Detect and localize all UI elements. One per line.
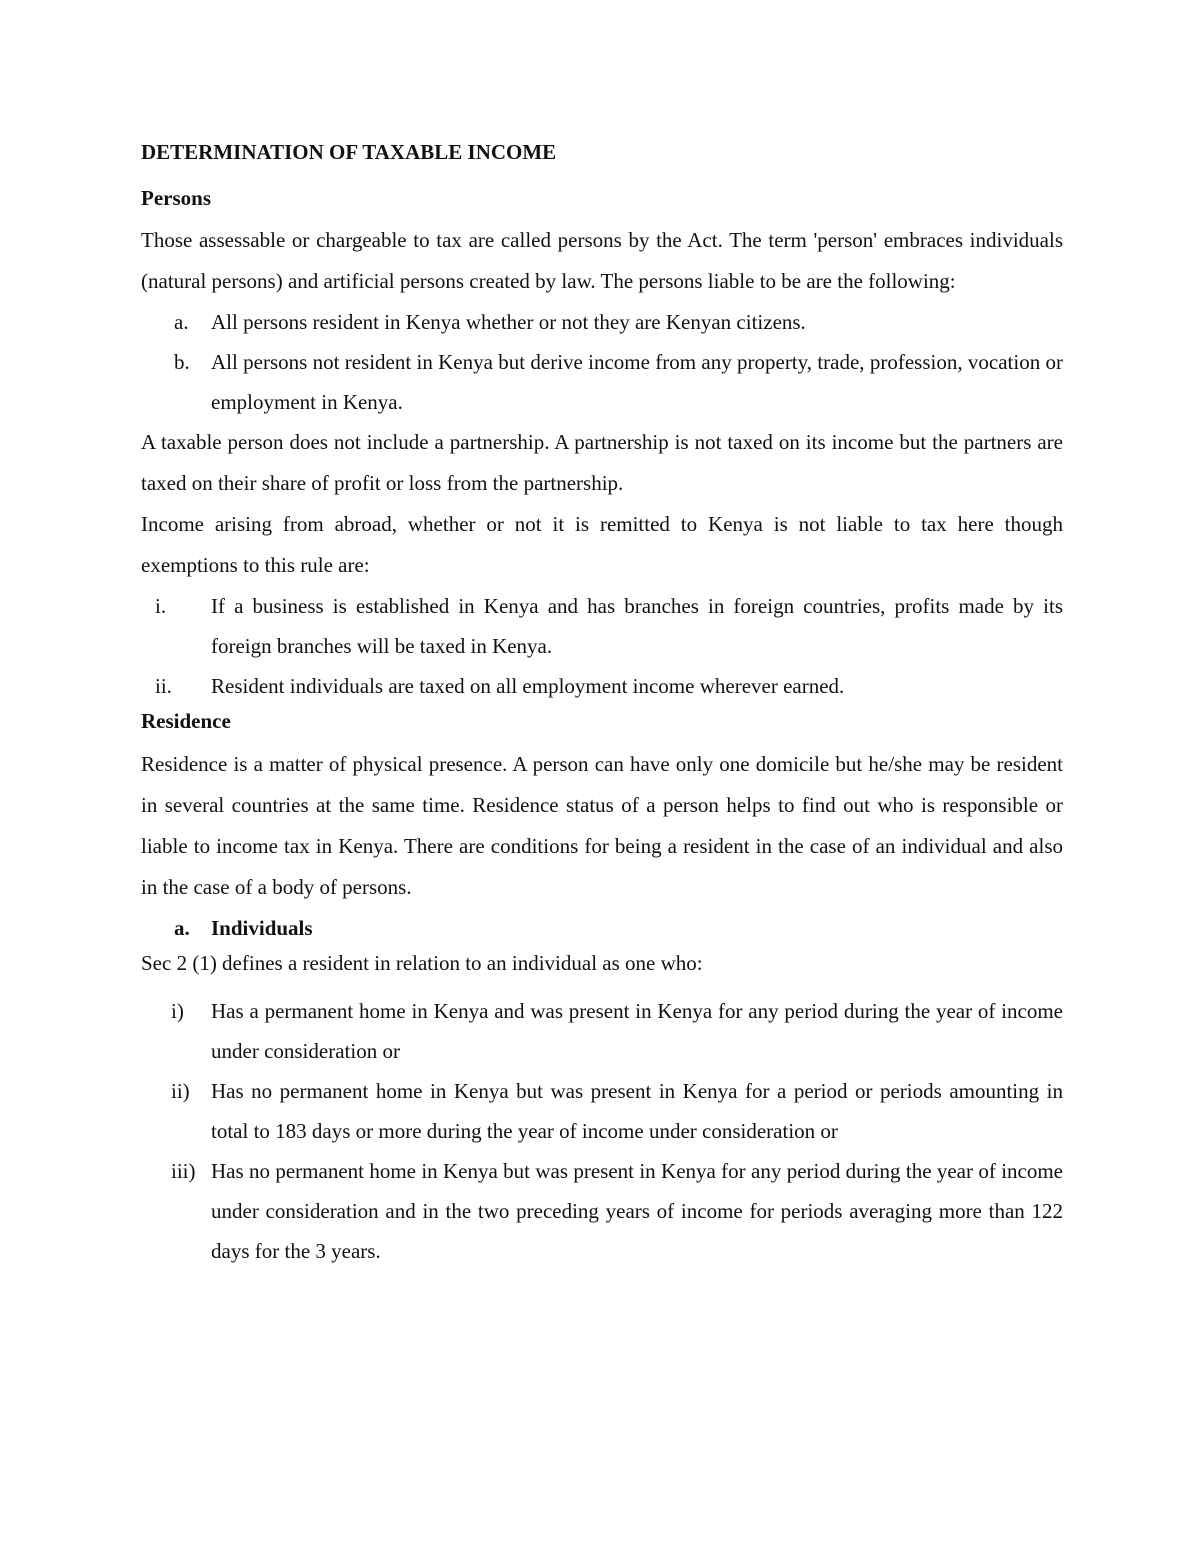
list-item <box>141 342 1063 422</box>
conditions-list <box>141 991 1063 1271</box>
list-marker: iii) <box>171 1158 196 1183</box>
list-item-text: Resident individuals are taxed on all employment income wherever earned. <box>211 674 845 699</box>
list-marker: a. <box>174 310 189 335</box>
document-title: DETERMINATION OF TAXABLE INCOME <box>141 140 557 164</box>
exemptions-list <box>141 586 1063 706</box>
list-item-text: All persons not resident in Kenya but derive income from any property, trade, profession, vocation or employment in Kenya. <box>211 350 1063 415</box>
list-marker: ii) <box>171 1078 190 1103</box>
list-item-text: Has no permanent home in Kenya but was present in Kenya for a period or periods amounting in total to 183 days or more during the year of income under consideration or <box>211 1078 1063 1143</box>
document-page <box>141 140 1063 1271</box>
list-item-text: All persons resident in Kenya whether or not they are Kenyan citizens. <box>211 310 806 335</box>
list-item-text: Has a permanent home in Kenya and was present in Kenya for any period during the year of income under consideration or <box>211 998 1063 1063</box>
list-item <box>141 1071 1063 1151</box>
persons-list <box>141 302 1063 422</box>
sec-paragraph: Sec 2 (1) defines a resident in relation to an individual as one who: <box>141 950 703 975</box>
residence-intro: Residence is a matter of physical presence. A person can have only one domicile but he/she may be resident in several countries at the same time. Residence status of a person helps to find out who is responsible or liable to income tax in Kenya. There are conditions for being a resident in the case of an individual and also in the case of a body of persons. <box>141 751 1063 899</box>
list-item <box>141 302 1063 342</box>
subheading-marker: a. <box>174 915 190 940</box>
list-item <box>141 991 1063 1071</box>
list-marker: i) <box>171 998 184 1023</box>
list-item-text: If a business is established in Kenya and has branches in foreign countries, profits made by its foreign branches will be taxed in Kenya. <box>211 594 1063 659</box>
individuals-heading <box>141 908 1063 949</box>
subheading-text: Individuals <box>211 915 313 940</box>
list-item-text: Has no permanent home in Kenya but was present in Kenya for any period during the year of income under consideration and in the two preceding years of income for periods averaging more than 122 days for the 3 years. <box>211 1158 1063 1263</box>
persons-intro: Those assessable or chargeable to tax are called persons by the Act. The term 'person' embraces individuals (natural persons) and artificial persons created by law. The persons liable to be are the following: <box>141 228 1063 294</box>
residence-heading: Residence <box>141 709 231 734</box>
list-item <box>141 586 1063 666</box>
list-marker: ii. <box>155 674 172 699</box>
abroad-paragraph: Income arising from abroad, whether or not it is remitted to Kenya is not liable to tax here though exemptions to this rule are: <box>141 512 1063 578</box>
persons-heading: Persons <box>141 186 211 211</box>
list-item <box>141 666 1063 706</box>
list-marker: b. <box>174 350 190 375</box>
list-marker: i. <box>155 594 167 619</box>
list-item <box>141 1151 1063 1271</box>
partnership-paragraph: A taxable person does not include a partnership. A partnership is not taxed on its income but the partners are taxed on their share of profit or loss from the partnership. <box>141 430 1063 496</box>
